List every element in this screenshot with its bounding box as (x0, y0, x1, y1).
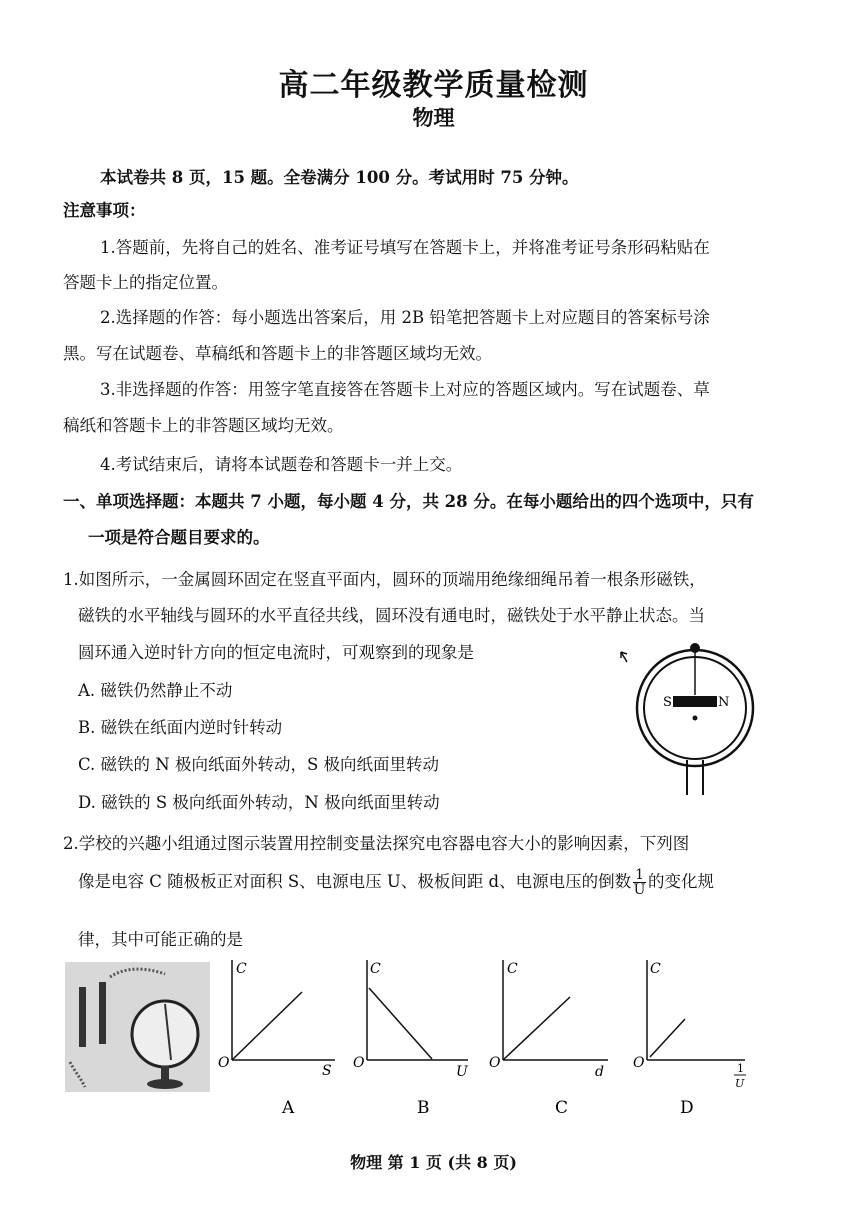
graph-b-xlabel: U (456, 1064, 468, 1080)
ring-top-knob (690, 643, 700, 653)
graph-d-xlabel-num: 1 (737, 1062, 744, 1075)
note-2-line-1: 2.选择题的作答：每小题选出答案后，用 2B 铅笔把答题卡上对应题目的答案标号涂 (100, 308, 710, 327)
magnet-n-label: N (718, 695, 730, 710)
note-4: 4.考试结束后，请将本试题卷和答题卡一并上交。 (100, 455, 463, 474)
page-footer: 物理 第 1 页 (共 8 页) (350, 1153, 517, 1172)
q2-fraction: $\frac{1}{U}$ (633, 867, 646, 898)
q1-option-c: C. 磁铁的 N 极向纸面外转动，S 极向纸面里转动 (78, 755, 440, 774)
electrometer-base (147, 1079, 183, 1089)
section-1-heading: 一、单项选择题：本题共 7 小题，每小题 4 分，共 28 分。在每小题给出的四个选项中，只有 (63, 492, 754, 511)
graph-a (218, 960, 335, 1118)
bar-magnet (673, 696, 717, 707)
capacitor-plate-left (79, 987, 86, 1047)
q2-line-3: 律，其中可能正确的是 (78, 930, 243, 949)
note-2-line-2: 黑。写在试题卷、草稿纸和答题卡上的非答题区域均无效。 (63, 344, 492, 363)
q2-line-2 (78, 868, 714, 897)
graph-d (633, 960, 746, 1118)
notes-heading: 注意事项： (63, 201, 146, 220)
magnet-s-label: S (663, 695, 672, 710)
exam-intro: 本试卷共 8 页，15 题。全卷满分 100 分。考试用时 75 分钟。 (100, 168, 579, 187)
exam-title: 高二年级教学质量检测 (278, 68, 589, 103)
graph-b-ylabel: C (370, 961, 381, 977)
q2-line-2-pre: 像是电容 C 随极板正对面积 S、电源电压 U、极板间距 d、电源电压的倒数 (78, 872, 632, 891)
graph-c (489, 960, 608, 1118)
q2-line-1: 2.学校的兴趣小组通过图示装置用控制变量法探究电容器电容大小的影响因素，下列图 (63, 834, 690, 853)
q1-option-b: B. 磁铁在纸面内逆时针转动 (78, 718, 283, 737)
ring-center-dot (693, 716, 698, 721)
graph-b (353, 960, 469, 1118)
graph-a-label: A (282, 1098, 295, 1118)
graph-c-line (503, 997, 570, 1060)
q1-line-1: 1.如图所示，一金属圆环固定在竖直平面内，圆环的顶端用绝缘细绳吊着一根条形磁铁， (63, 570, 706, 589)
capacitor-plate-right (99, 982, 106, 1044)
graph-d-line (650, 1019, 685, 1057)
q1-option-d: D. 磁铁的 S 极向纸面外转动，N 极向纸面里转动 (78, 793, 440, 812)
graph-b-label: B (417, 1098, 430, 1118)
graph-c-xlabel: d (595, 1064, 604, 1080)
capacitor-apparatus-photo (65, 962, 210, 1092)
graph-c-label: C (555, 1098, 569, 1118)
ring-magnet-figure (615, 640, 765, 800)
section-1-heading-line-2: 一项是符合题目要求的。 (88, 528, 270, 547)
graph-d-origin: O (633, 1055, 645, 1071)
graph-b-line (369, 988, 432, 1059)
subject-title: 物理 (412, 105, 455, 130)
q1-line-2: 磁铁的水平轴线与圆环的水平直径共线，圆环没有通电时，磁铁处于水平静止状态。当 (78, 606, 705, 625)
graph-c-origin: O (489, 1055, 501, 1071)
graph-d-ylabel: C (650, 961, 661, 977)
note-1-line-2: 答题卡上的指定位置。 (63, 273, 228, 292)
q2-graphs (210, 955, 770, 1125)
graph-a-origin: O (218, 1055, 230, 1071)
graph-b-origin: O (353, 1055, 365, 1071)
graph-a-line (232, 992, 302, 1060)
graph-a-xlabel: S (322, 1063, 332, 1079)
q1-line-3: 圆环通入逆时针方向的恒定电流时，可观察到的现象是 (78, 643, 474, 662)
note-3-line-1: 3.非选择题的作答：用签字笔直接答在答题卡上对应的答题区域内。写在试题卷、草 (100, 380, 710, 399)
note-3-line-2: 稿纸和答题卡上的非答题区域均无效。 (63, 416, 344, 435)
graph-c-ylabel: C (507, 961, 518, 977)
note-1-line-1: 1.答题前，先将自己的姓名、准考证号填写在答题卡上，并将准考证号条形码粘贴在 (100, 238, 710, 257)
q1-option-a: A. 磁铁仍然静止不动 (78, 681, 233, 700)
graph-a-ylabel: C (236, 961, 247, 977)
q2-line-2-post: 的变化规 (648, 872, 715, 891)
graph-d-xlabel-den: U (735, 1077, 745, 1090)
graph-d-label: D (680, 1098, 694, 1118)
